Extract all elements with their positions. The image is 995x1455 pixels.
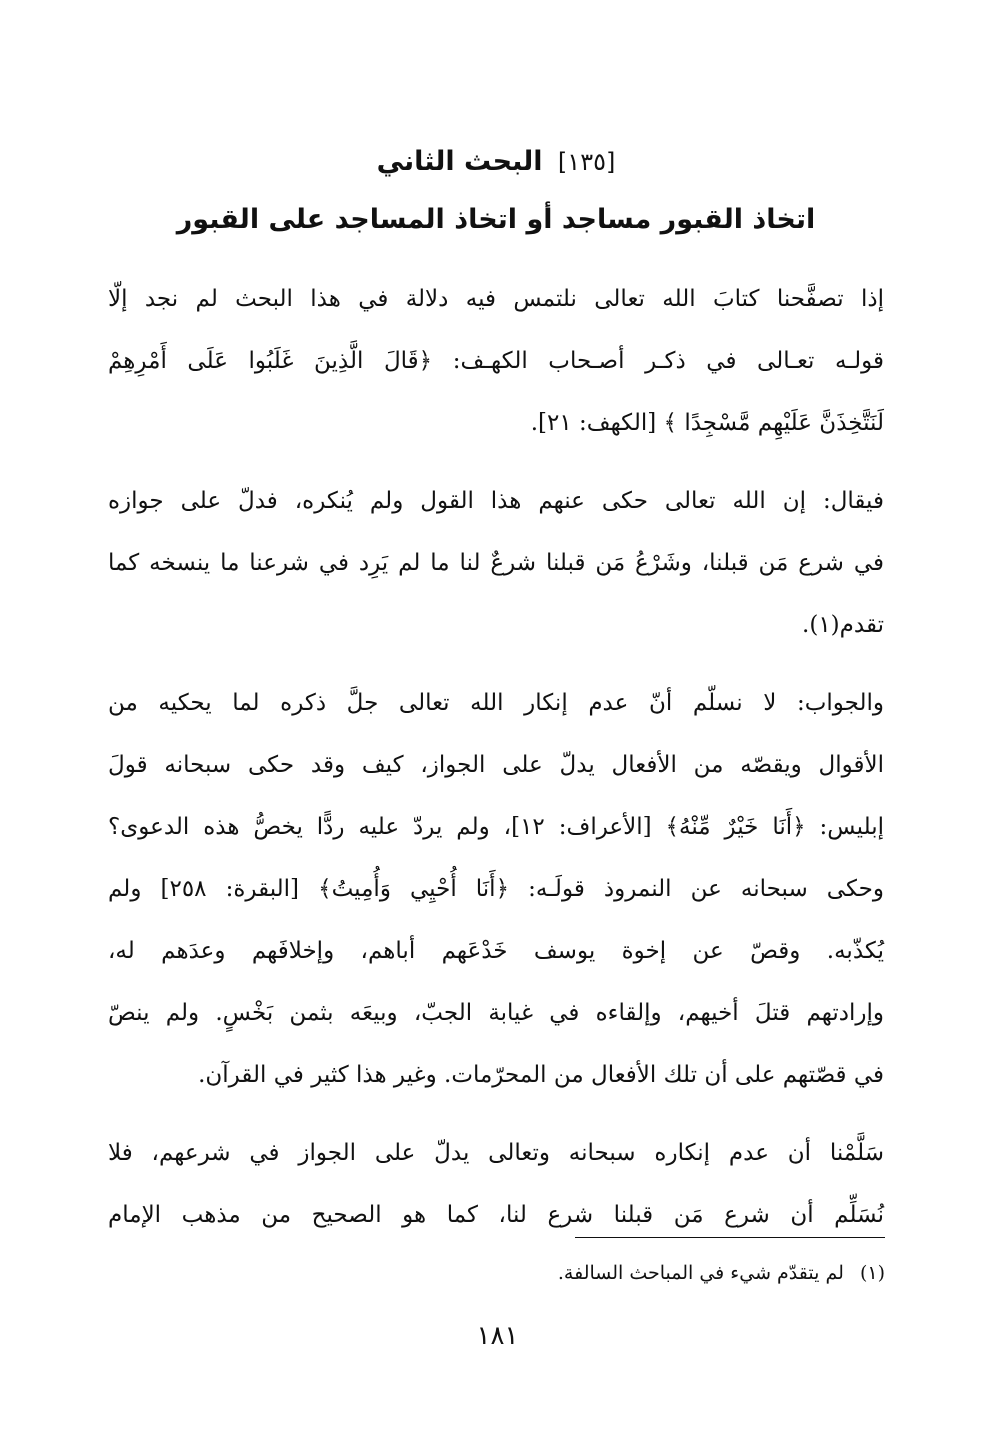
text-line: إذا تصفَّحنا كتابَ الله تعالى نلتمس فيه دلالة في هذا البحث لم نجد إلّا <box>108 286 884 312</box>
footnote-text: لم يتقدّم شيء في المباحث السالفة. <box>557 1262 844 1284</box>
text-line: يُكذّبه. وقصّ عن إخوة يوسف خَدْعَهم أباهم، وإخلافَهم وعدَهم له، <box>108 938 884 964</box>
section-title: البحث الثاني <box>376 146 543 177</box>
footnote-number: (١) <box>859 1262 885 1284</box>
text-line: لَنَتَّخِذَنَّ عَلَيْهِم مَّسْجِدًا ﴾ [الكهف: ٢١]. <box>530 410 884 436</box>
text-line: وإرادتهم قتلَ أخيهم، وإلقاءه في غيابة الجبّ، وبيعَه بثمن بَخْسٍ. ولم ينصّ <box>108 1000 884 1026</box>
text-line: قولـه تعـالى في ذكـر أصـحاب الكهـف: ﴿قَالَ الَّذِينَ غَلَبُوا عَلَى أَمْرِهِمْ <box>108 348 884 374</box>
text-line: نُسَلِّم أن شرع مَن قبلنا شرع لنا، كما هو الصحيح من مذهب الإمام <box>108 1202 884 1228</box>
paragraph-4 <box>108 1122 884 1246</box>
text-line: إبليس: ﴿أَنَا خَيْرٌ مِّنْهُ﴾ [الأعراف: ١٢]، ولم يردّ عليه ردًّا يخصُّ هذه الدعوى؟ <box>108 814 884 840</box>
paragraph-3 <box>108 672 884 1106</box>
section-heading <box>108 140 884 184</box>
footnote <box>285 1258 885 1288</box>
text-line: الأقوال ويقصّه من الأفعال يدلّ على الجواز، كيف وقد حكى سبحانه قولَ <box>108 752 884 778</box>
footnote-divider <box>575 1237 885 1238</box>
text-line: والجواب: لا نسلّم أنّ عدم إنكار الله تعالى جلَّ ذكره لما يحكيه من <box>108 690 884 716</box>
section-subtitle: اتخاذ القبور مساجد أو اتخاذ المساجد على القبور <box>176 204 816 235</box>
section-number: [١٣٥] <box>557 148 616 176</box>
text-line: سَلَّمْنا أن عدم إنكاره سبحانه وتعالى يدلّ على الجواز في شرعهم، فلا <box>108 1140 884 1166</box>
text-line: تقدم(١). <box>802 612 884 638</box>
text-line: فيقال: إن الله تعالى حكى عنهم هذا القول ولم يُنكره، فدلّ على جوازه <box>108 488 884 514</box>
text-line: وحكى سبحانه عن النمروذ قولَـه: ﴿أَنَا أُحْيِي وَأُمِيتُ﴾ [البقرة: ٢٥٨] ولم <box>108 876 884 902</box>
text-line: في قصّتهم على أن تلك الأفعال من المحرّمات. وغير هذا كثير في القرآن. <box>198 1062 884 1088</box>
text-line: في شرع مَن قبلنا، وشَرْعُ مَن قبلنا شرعٌ لنا ما لم يَرِد في شرعنا ما ينسخه كما <box>108 550 884 576</box>
page-number: ١٨١ <box>476 1321 519 1351</box>
page-body <box>108 140 884 1262</box>
paragraph-2 <box>108 470 884 656</box>
paragraph-1 <box>108 268 884 454</box>
